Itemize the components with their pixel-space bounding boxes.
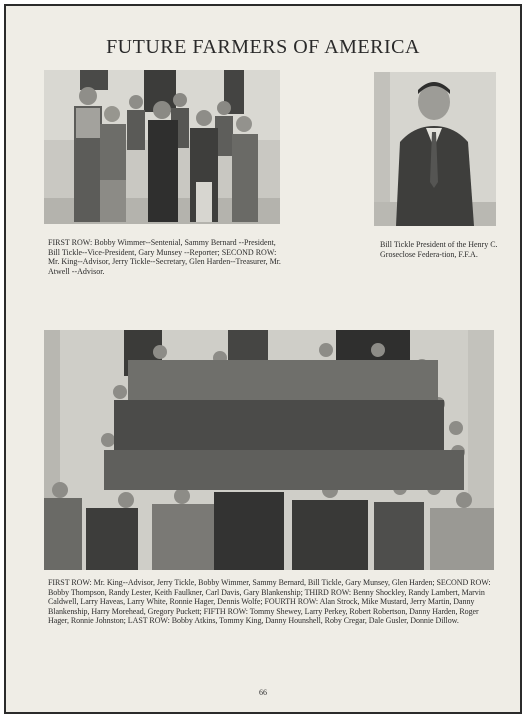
page-number: 66 <box>259 688 267 697</box>
president-caption: Bill Tickle President of the Henry C. Groseclose Federa-tion, F.F.A. <box>380 240 498 259</box>
yearbook-page <box>4 4 522 714</box>
president-photo-image <box>374 72 496 226</box>
officers-photo <box>44 70 280 224</box>
president-photo <box>374 72 496 226</box>
members-photo-image <box>44 330 494 570</box>
officers-caption: FIRST ROW: Bobby Wimmer--Sentenial, Sammy Bernard --President, Bill Tickle--Vice-President, Gary Munsey --Reporter; SECOND ROW: Mr. King--Advisor, Jerry Tickle--Secretary, Glen Harden--Treasurer, Mr. Atwell --Advisor. <box>48 238 281 276</box>
members-caption: FIRST ROW: Mr. King--Advisor, Jerry Tickle, Bobby Wimmer, Sammy Bernard, Bill Tickle, Gary Munsey, Glen Harden; SECOND ROW: Bobby Thompson, Randy Lester, Keith Faulkner, Carl Davis, Gary Blankenship; THIRD ROW: Benny Shockley, Randy Lambert, Marvin Caldwell, Larry Haveas, Larry White, Ronnie Hager, Dennis Wolfe; FOURTH ROW: Alan Strock, Mike Mustard, Jerry Martin, Danny Blankenship, Harry Morehead, Gregory Puckett; FIFTH ROW: Tommy Shewey, Larry Perkey, Robert Robertson, Danny Harden, Roger Hager, Ronnie Johnston; LAST ROW: Bobby Atkins, Tommy King, Danny Hounshell, Roby Cregar, Dale Gusler, Donnie Dillow. <box>48 578 491 626</box>
page-title: FUTURE FARMERS OF AMERICA <box>106 36 420 58</box>
officers-photo-image <box>44 70 280 224</box>
members-photo <box>44 330 494 570</box>
